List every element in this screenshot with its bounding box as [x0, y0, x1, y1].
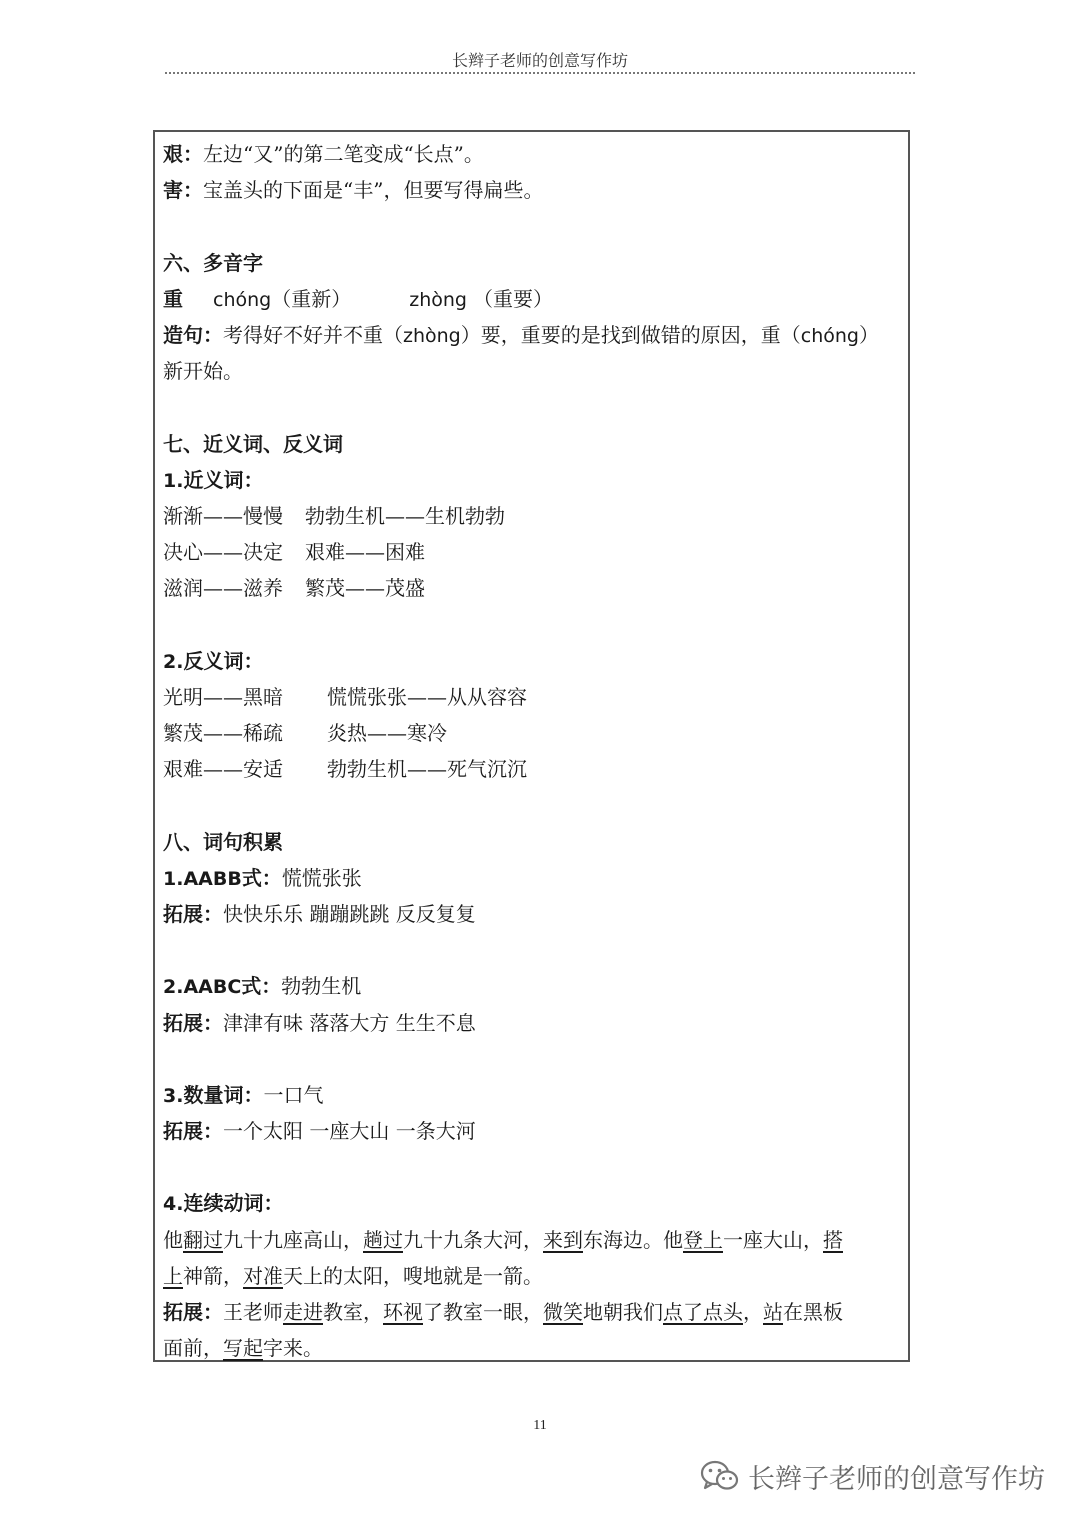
polyphone-row: 重 chóng（重新） zhòng （重要）: [163, 286, 553, 311]
quantifier-expand: 拓展：一个太阳 一座大山 一条大河: [163, 1119, 476, 1144]
synonym-row: 决心——决定 艰难——困难: [163, 540, 425, 565]
watermark: [700, 1456, 1045, 1496]
aabb-pattern: 1.AABB式：慌慌张张: [163, 865, 362, 890]
section-7-title: 七、近义词、反义词: [163, 431, 343, 456]
antonym-row: 繁茂——稀疏 炎热——寒冷: [163, 721, 447, 745]
header-divider: [165, 72, 915, 74]
example-sentence-cont: 新开始。: [163, 359, 243, 384]
synonym-row: 滋润——滋养 繁茂——茂盛: [163, 576, 425, 601]
verbs-sentence: 他翻过九十九座高山，趟过九十九条大河，来到东海边。他登上一座大山，搭: [163, 1227, 843, 1252]
page-header: 长辫子老师的创意写作坊: [451, 51, 628, 70]
jian-note: 艰：左边“又”的第二笔变成“长点”。: [163, 142, 484, 166]
watermark-text: 长辫子老师的创意写作坊: [748, 1463, 1045, 1495]
quantifier-pattern: 3.数量词：一口气: [163, 1082, 324, 1107]
verbs-expand-cont: 面前，写起字来。: [163, 1336, 323, 1361]
aabc-pattern: 2.AABC式：勃勃生机: [163, 974, 362, 999]
synonyms-title: 1.近义词：: [163, 467, 264, 492]
synonym-row: 渐渐——慢慢 勃勃生机——生机勃勃: [163, 503, 505, 528]
example-sentence: 造句：考得好不好并不重（zhòng）要，重要的是找到做错的原因，重（chóng）: [163, 322, 879, 347]
verbs-title: 4.连续动词：: [163, 1191, 284, 1216]
section-8-title: 八、词句积累: [163, 829, 283, 854]
document-body: [163, 136, 903, 1366]
verbs-expand: 拓展：王老师走进教室，环视了教室一眼，微笑地朝我们点了点头，站在黑板: [163, 1300, 843, 1324]
aabc-expand: 拓展：津津有味 落落大方 生生不息: [163, 1010, 476, 1035]
section-6-title: 六、多音字: [163, 250, 263, 275]
antonym-row: 光明——黑暗 慌慌张张——从从容容: [163, 684, 527, 709]
verbs-sentence-cont: 上神箭，对准天上的太阳，嗖地就是一箭。: [163, 1263, 543, 1288]
page-number: 11: [533, 1418, 547, 1433]
wechat-icon: [700, 1459, 740, 1493]
aabb-expand: 拓展：快快乐乐 蹦蹦跳跳 反反复复: [163, 901, 476, 926]
antonym-row: 艰难——安适 勃勃生机——死气沉沉: [163, 757, 527, 782]
hai-note: 害：宝盖头的下面是“丰”，但要写得扁些。: [163, 178, 544, 203]
antonyms-title: 2.反义词：: [163, 648, 264, 673]
